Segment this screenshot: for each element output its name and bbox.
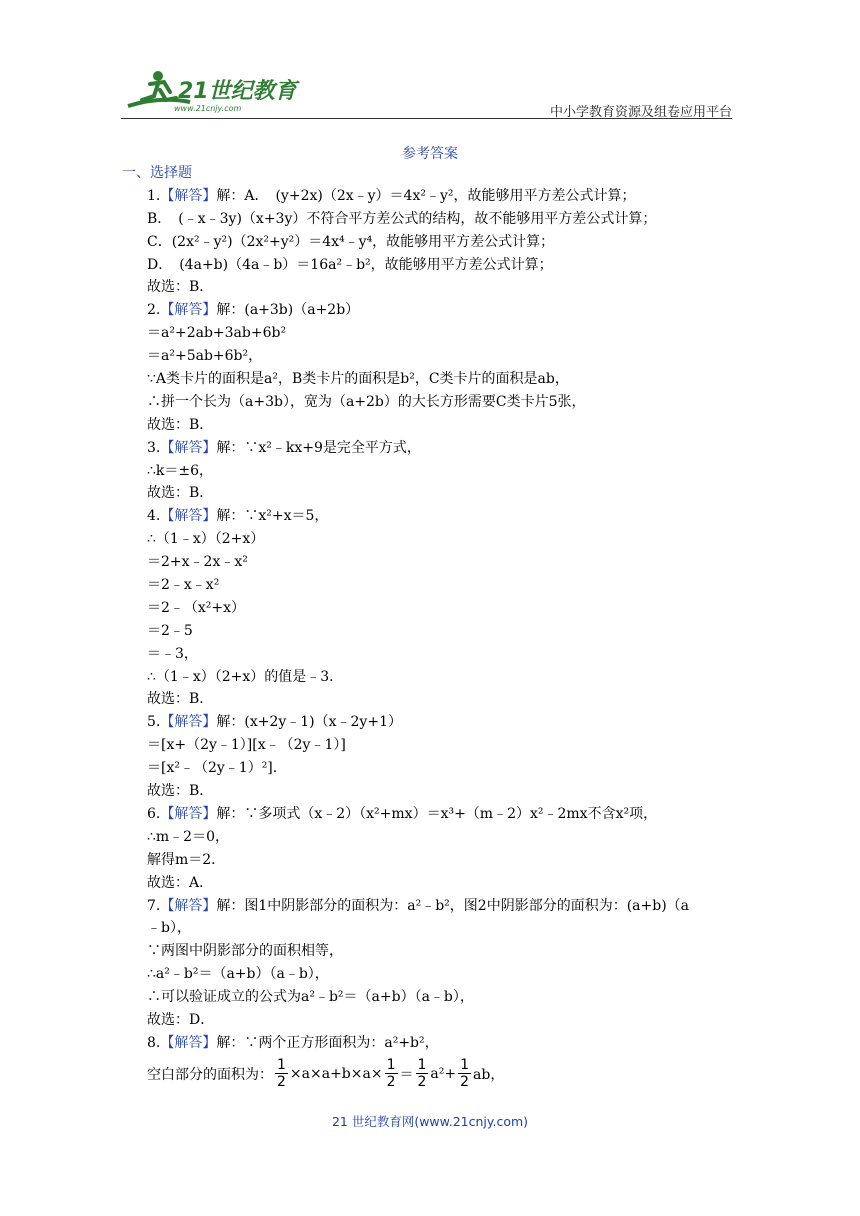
answer-line: ＝2﹣x﹣x²	[147, 577, 220, 594]
answer-line: ∴（1﹣x）（2+x）	[147, 531, 265, 548]
answer-line: 6.【解答】解：∵多项式（x﹣2）（x²+mx）＝x³+（m﹣2）x²﹣2mx不含x²项，	[147, 805, 658, 822]
answer-line: ∴k＝±6，	[147, 462, 214, 479]
answer-line: ∵A类卡片的面积是a²，B类卡片的面积是b²，C类卡片的面积是ab，	[147, 371, 569, 388]
logo-text: 21世纪教育	[178, 79, 297, 104]
answer-line: 5.【解答】解：(x+2y﹣1)（x﹣2y+1）	[147, 714, 402, 731]
fraction-line-term: ×a×a+b×a×	[289, 1065, 383, 1082]
equals-sign: ＝	[399, 1066, 414, 1083]
fraction-line-prefix: 空白部分的面积为：	[147, 1066, 273, 1083]
answer-line: 故选：B．	[147, 783, 214, 800]
answer-line: 故选：B．	[147, 485, 214, 502]
answer-tag: 【解答】	[160, 508, 217, 525]
header-rule	[121, 118, 732, 119]
answer-line: 8.【解答】解：∵两个正方形面积为：a²+b²，	[147, 1034, 439, 1051]
answer-line: ＝2﹣5	[147, 622, 193, 639]
answer-line: ＝2+x﹣2x﹣x²	[147, 554, 248, 571]
section-heading: 一、选择题	[122, 165, 192, 181]
answer-line: 故选：B．	[147, 691, 214, 708]
answer-line: 1.【解答】解：A． (y+2x)（2x﹣y）＝4x²﹣y²，故能够用平方差公式计算；	[147, 187, 636, 204]
answer-line: 故选：A．	[147, 874, 214, 891]
fraction-one-half: $\frac{1}{2}$	[386, 1057, 396, 1091]
answer-line: B． (﹣x﹣3y)（x+3y）不符合平方差公式的结构，故不能够用平方差公式计算；	[147, 210, 657, 227]
platform-name: 中小学教育资源及组卷应用平台	[549, 105, 732, 120]
answer-tag: 【解答】	[160, 302, 217, 319]
fraction-line-term: ab，	[473, 1066, 505, 1083]
answer-tag: 【解答】	[160, 187, 217, 204]
answer-line: ∴m﹣2＝0，	[147, 828, 229, 845]
answer-tag: 【解答】	[160, 805, 217, 822]
answer-line: 解得m＝2．	[147, 851, 226, 868]
fraction-line	[122, 1055, 742, 1093]
answer-line: ﹣b），	[147, 920, 191, 937]
answer-line: ＝[x²﹣（2y﹣1）²].	[147, 760, 278, 777]
answer-line: 故选：B．	[147, 416, 214, 433]
answer-tag: 【解答】	[160, 439, 217, 456]
fraction-one-half: $\frac{1}{2}$	[417, 1057, 427, 1091]
answer-line: D． (4a+b)（4a﹣b）＝16a²﹣b²，故能够用平方差公式计算；	[147, 256, 553, 273]
answer-tag: 【解答】	[160, 714, 217, 731]
answer-lines	[122, 185, 742, 1055]
answer-line: ＝a²+2ab+3ab+6b²	[147, 325, 287, 342]
answer-line: 4.【解答】解：∵x²+x＝5，	[147, 508, 329, 525]
answer-line: ＝﹣3，	[147, 645, 198, 662]
fraction-one-half: $\frac{1}{2}$	[277, 1057, 286, 1091]
page-footer: 21 世纪教育网(www.21cnjy.com)	[331, 1114, 529, 1129]
answer-line: C．(2x²﹣y²)（2x²+y²）＝4x⁴﹣y⁴，故能够用平方差公式计算；	[147, 233, 555, 250]
answer-line: ∴可以验证成立的公式为a²﹣b²＝（a+b）（a﹣b），	[147, 989, 474, 1006]
answer-line: ∴拼一个长为（a+3b），宽为（a+2b）的大长方形需要C类卡片5张，	[147, 393, 586, 410]
answer-line: ∴a²﹣b²＝（a+b）（a﹣b），	[147, 966, 329, 983]
answer-tag: 【解答】	[160, 1034, 217, 1051]
answer-tag: 【解答】	[160, 897, 217, 914]
answer-line: ＝2﹣（x²+x）	[147, 599, 246, 616]
answer-line: 7.【解答】解：图1中阴影部分的面积为：a²﹣b²，图2中阴影部分的面积为：(a+b)（a	[147, 897, 690, 914]
answer-line: ∵两图中阴影部分的面积相等，	[147, 943, 343, 960]
document-title: 参考答案	[402, 146, 458, 162]
logo-url: www.21cnjy.com	[174, 104, 242, 113]
answer-line: 故选：D．	[147, 1011, 215, 1028]
site-logo	[120, 66, 300, 116]
answer-line: ＝a²+5ab+6b²，	[147, 348, 263, 365]
fraction-line-term: a²+	[430, 1065, 457, 1082]
answer-line: 故选：B．	[147, 279, 214, 296]
page-header	[0, 0, 860, 122]
fraction-one-half: $\frac{1}{2}$	[460, 1057, 470, 1091]
answer-content	[122, 162, 742, 1093]
answer-line: 3.【解答】解：∵x²﹣kx+9是完全平方式，	[147, 439, 421, 456]
answer-line: 2.【解答】解：(a+3b)（a+2b）	[147, 302, 360, 319]
answer-line: ＝[x+（2y﹣1）][x﹣（2y﹣1）]	[147, 737, 346, 754]
answer-line: ∴（1﹣x）（2+x）的值是﹣3．	[147, 668, 344, 685]
